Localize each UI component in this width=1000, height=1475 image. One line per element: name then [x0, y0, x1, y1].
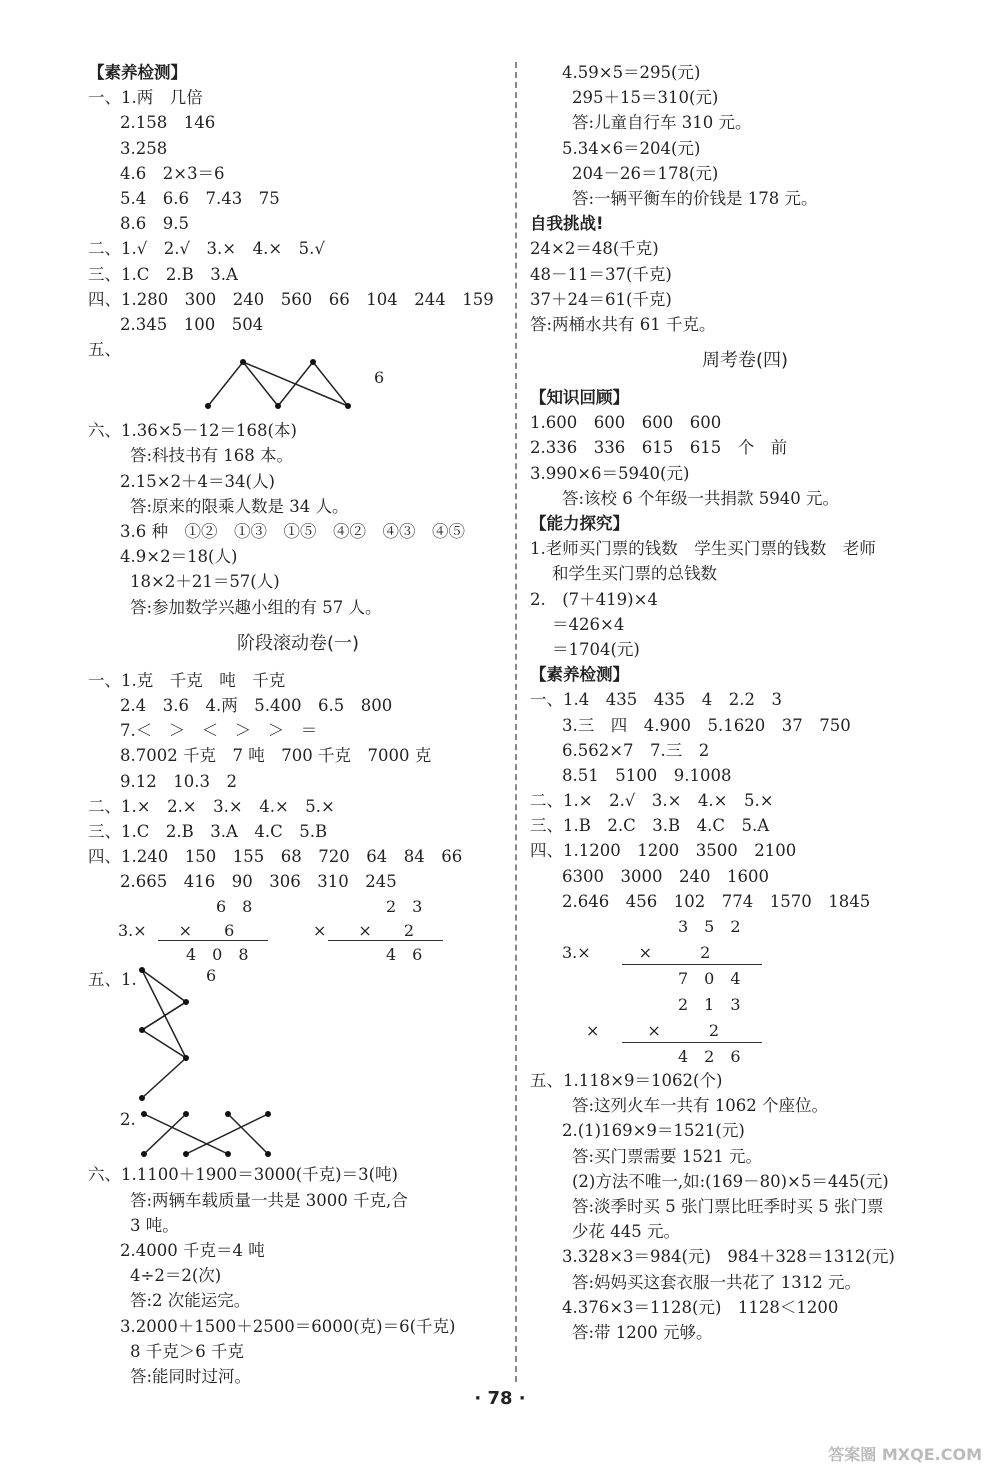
watermark-logo: 答案圈 MXQE.COM: [828, 1445, 982, 1464]
answer-line: 六、1.36×5－12＝168(本): [88, 421, 297, 441]
answer-line: 2.345 100 504: [120, 314, 264, 334]
answer-line: 3.6 种 ①② ①③ ①⑤ ④② ④③ ④⑤: [120, 522, 465, 541]
answer-line: 三、1.C 2.B 3.A 4.C 5.B: [88, 821, 328, 841]
calc-digits: 4 6: [386, 945, 423, 965]
answer-line: 四、1.280 300 240 560 66 104 244 159: [88, 289, 494, 309]
answer-line: 一、1.两 几倍: [88, 88, 203, 108]
answer-line: 答:一辆平衡车的价钱是 178 元。: [572, 188, 818, 208]
answer-line: 和学生买门票的总钱数: [552, 564, 717, 584]
answer-line: 37＋24＝61(千克): [530, 289, 672, 309]
section-heading: 【素养检测】: [530, 665, 629, 685]
section-heading: 【素养检测】: [88, 63, 187, 82]
answer-line: 答:原来的限乘人数是 34 人。: [130, 496, 349, 516]
calc-digits: 2 3: [386, 897, 423, 917]
calc-digits: 7 0 4: [678, 969, 741, 988]
answer-line: 五、: [88, 340, 121, 360]
answer-line: 五、1.: [88, 970, 137, 990]
figure-label: 6: [206, 966, 217, 986]
calc-digits: 3.× × 6: [118, 921, 235, 941]
section-heading: 自我挑战!: [530, 214, 604, 234]
answer-line: 5.4 6.6 7.43 75: [120, 188, 280, 208]
cross-lines: [136, 966, 216, 1106]
answer-line: 8.6 9.5: [120, 214, 189, 234]
section-heading: 【能力探究】: [530, 514, 629, 533]
answer-line: 一、1.克 千克 吨 千克: [88, 670, 286, 690]
calc-digits: × × 2: [313, 921, 414, 941]
vertical-multiplication: [530, 914, 960, 1068]
answer-line: ＝426×4: [552, 614, 625, 634]
answer-line: 三、1.B 2.C 3.B 4.C 5.A: [530, 816, 770, 836]
zigzag-lines: [198, 356, 418, 412]
calc-digits: 3 5 2: [678, 917, 741, 936]
cross-lines: [138, 1106, 338, 1162]
answer-line: 六、1.1100＋1900＝3000(千克)＝3(吨): [88, 1165, 398, 1185]
vertical-multiplication: [88, 894, 508, 966]
answer-line: 三、1.C 2.B 3.A: [88, 264, 238, 284]
answer-line: 答:该校 6 个年级一共捐款 5940 元。: [562, 488, 840, 508]
answer-line: 4÷2＝2(次): [130, 1266, 222, 1286]
answer-line: 二、1.√ 2.√ 3.× 4.× 5.√: [88, 239, 325, 259]
calc-rule: [158, 940, 268, 941]
answer-line: 答:能同时过河。: [130, 1366, 252, 1386]
answer-line: 3.三 四 4.900 5.1620 37 750: [562, 715, 851, 735]
answer-line: 18×2＋21＝57(人): [130, 572, 280, 592]
answer-line: 3.2000＋1500＋2500＝6000(克)＝6(千克): [120, 1316, 456, 1336]
calc-digits: 4 2 6: [678, 1047, 741, 1066]
calc-digits: 2 1 3: [678, 995, 741, 1014]
calc-digits: 6 8: [216, 897, 253, 917]
answer-line: 2.646 456 102 774 1570 1845: [562, 891, 871, 911]
answer-line: 9.12 10.3 2: [120, 771, 237, 791]
answer-line: 6300 3000 240 1600: [562, 866, 769, 886]
answer-line: 答:2 次能运完。: [130, 1291, 251, 1311]
page-number: · 78 ·: [474, 1388, 526, 1409]
answer-line: 2.4000 千克＝4 吨: [120, 1241, 265, 1260]
answer-line: 4.6 2×3＝6: [120, 163, 225, 183]
answer-line: 204－26＝178(元): [572, 163, 719, 183]
answer-line: 答:买门票需要 1521 元。: [572, 1146, 763, 1166]
answer-line: 一、1.4 435 435 4 2.2 3: [530, 690, 782, 710]
answer-line: 2.665 416 90 306 310 245: [120, 872, 397, 892]
calc-rule: [622, 1042, 762, 1043]
column-divider: [515, 62, 517, 1382]
answer-line: 四、1.240 150 155 68 720 64 84 66: [88, 847, 463, 867]
answer-line: 4.376×3＝1128(元) 1128＜1200: [562, 1297, 839, 1317]
calc-digits: 3.× × 2: [562, 943, 711, 962]
answer-line: 24×2＝48(千克): [530, 239, 659, 259]
matching-diagram: [88, 362, 508, 418]
answer-line: 答:淡季时买 5 张门票比旺季时买 5 张门票: [572, 1196, 884, 1216]
answer-line: 3 吨。: [130, 1215, 179, 1235]
right-column: [530, 60, 960, 1345]
answer-line: 2. (7＋419)×4: [530, 589, 658, 609]
answer-line: 二、1.× 2.√ 3.× 4.× 5.×: [530, 791, 774, 811]
answer-line: 答:两桶水共有 61 千克。: [530, 314, 716, 334]
answer-line: 答:科技书有 168 本。: [130, 446, 294, 466]
calc-rule: [622, 964, 762, 965]
answer-line: (2)方法不唯一,如:(169－80)×5＝445(元): [572, 1171, 889, 1191]
section-title: 阶段滚动卷(一): [236, 632, 360, 654]
figure-label: 6: [374, 368, 385, 388]
matching-diagram: [88, 966, 508, 1106]
answer-line: 7.＜ ＞ ＜ ＞ ＞ ＝: [120, 721, 318, 741]
calc-digits: × × 2: [586, 1021, 719, 1040]
answer-line: 1.600 600 600 600: [530, 413, 722, 433]
answer-line: 2.(1)169×9＝1521(元): [562, 1121, 745, 1141]
answer-line: 3.990×6＝5940(元): [530, 463, 690, 483]
left-column: [88, 60, 508, 1389]
answer-line: 48－11＝37(千克): [530, 264, 672, 284]
section-title: 周考卷(四): [701, 350, 789, 372]
answer-line: 2.158 146: [120, 113, 216, 133]
answer-line: 295＋15＝310(元): [572, 88, 719, 108]
answer-line: 五、1.118×9＝1062(个): [530, 1071, 723, 1090]
answer-line: 四、1.1200 1200 3500 2100: [530, 841, 797, 861]
answer-line: 2.15×2＋4＝34(人): [120, 471, 275, 491]
answer-line: 2.336 336 615 615 个 前: [530, 438, 788, 458]
answer-line: 2.: [120, 1110, 136, 1130]
section-heading: 【知识回顾】: [530, 388, 629, 408]
answer-line: 答:参加数学兴趣小组的有 57 人。: [130, 597, 382, 617]
answer-line: 3.258: [120, 138, 168, 158]
answer-line: ＝1704(元): [552, 639, 640, 659]
answer-line: 答:这列火车一共有 1062 个座位。: [572, 1096, 829, 1116]
answer-line: 8 千克＞6 千克: [130, 1341, 244, 1361]
answer-line: 少花 445 元。: [572, 1222, 680, 1242]
answer-line: 答:妈妈买这套衣服一共花了 1312 元。: [572, 1272, 862, 1292]
calc-digits: 4 0 8: [186, 945, 249, 965]
calc-rule: [328, 940, 443, 941]
answer-line: 8.7002 千克 7 吨 700 千克 7000 克: [120, 746, 432, 766]
answer-line: 二、1.× 2.× 3.× 4.× 5.×: [88, 796, 335, 816]
answer-line: 答:带 1200 元够。: [572, 1322, 713, 1342]
answer-line: 8.51 5100 9.1008: [562, 765, 732, 785]
answer-line: 答:两辆车载质量一共是 3000 千克,合: [130, 1190, 408, 1210]
answer-line: 4.9×2＝18(人): [120, 547, 238, 567]
answer-line: 1.老师买门票的钱数 学生买门票的钱数 老师: [530, 539, 876, 559]
matching-diagram: [88, 1106, 508, 1162]
answer-line: 5.34×6＝204(元): [562, 138, 701, 158]
answer-line: 6.562×7 7.三 2: [562, 740, 710, 760]
answer-line: 3.328×3＝984(元) 984＋328＝1312(元): [562, 1247, 895, 1267]
answer-line: 答:儿童自行车 310 元。: [572, 113, 752, 133]
answer-line: 4.59×5＝295(元): [562, 63, 701, 82]
answer-line: 2.4 3.6 4.两 5.400 6.5 800: [120, 695, 393, 715]
